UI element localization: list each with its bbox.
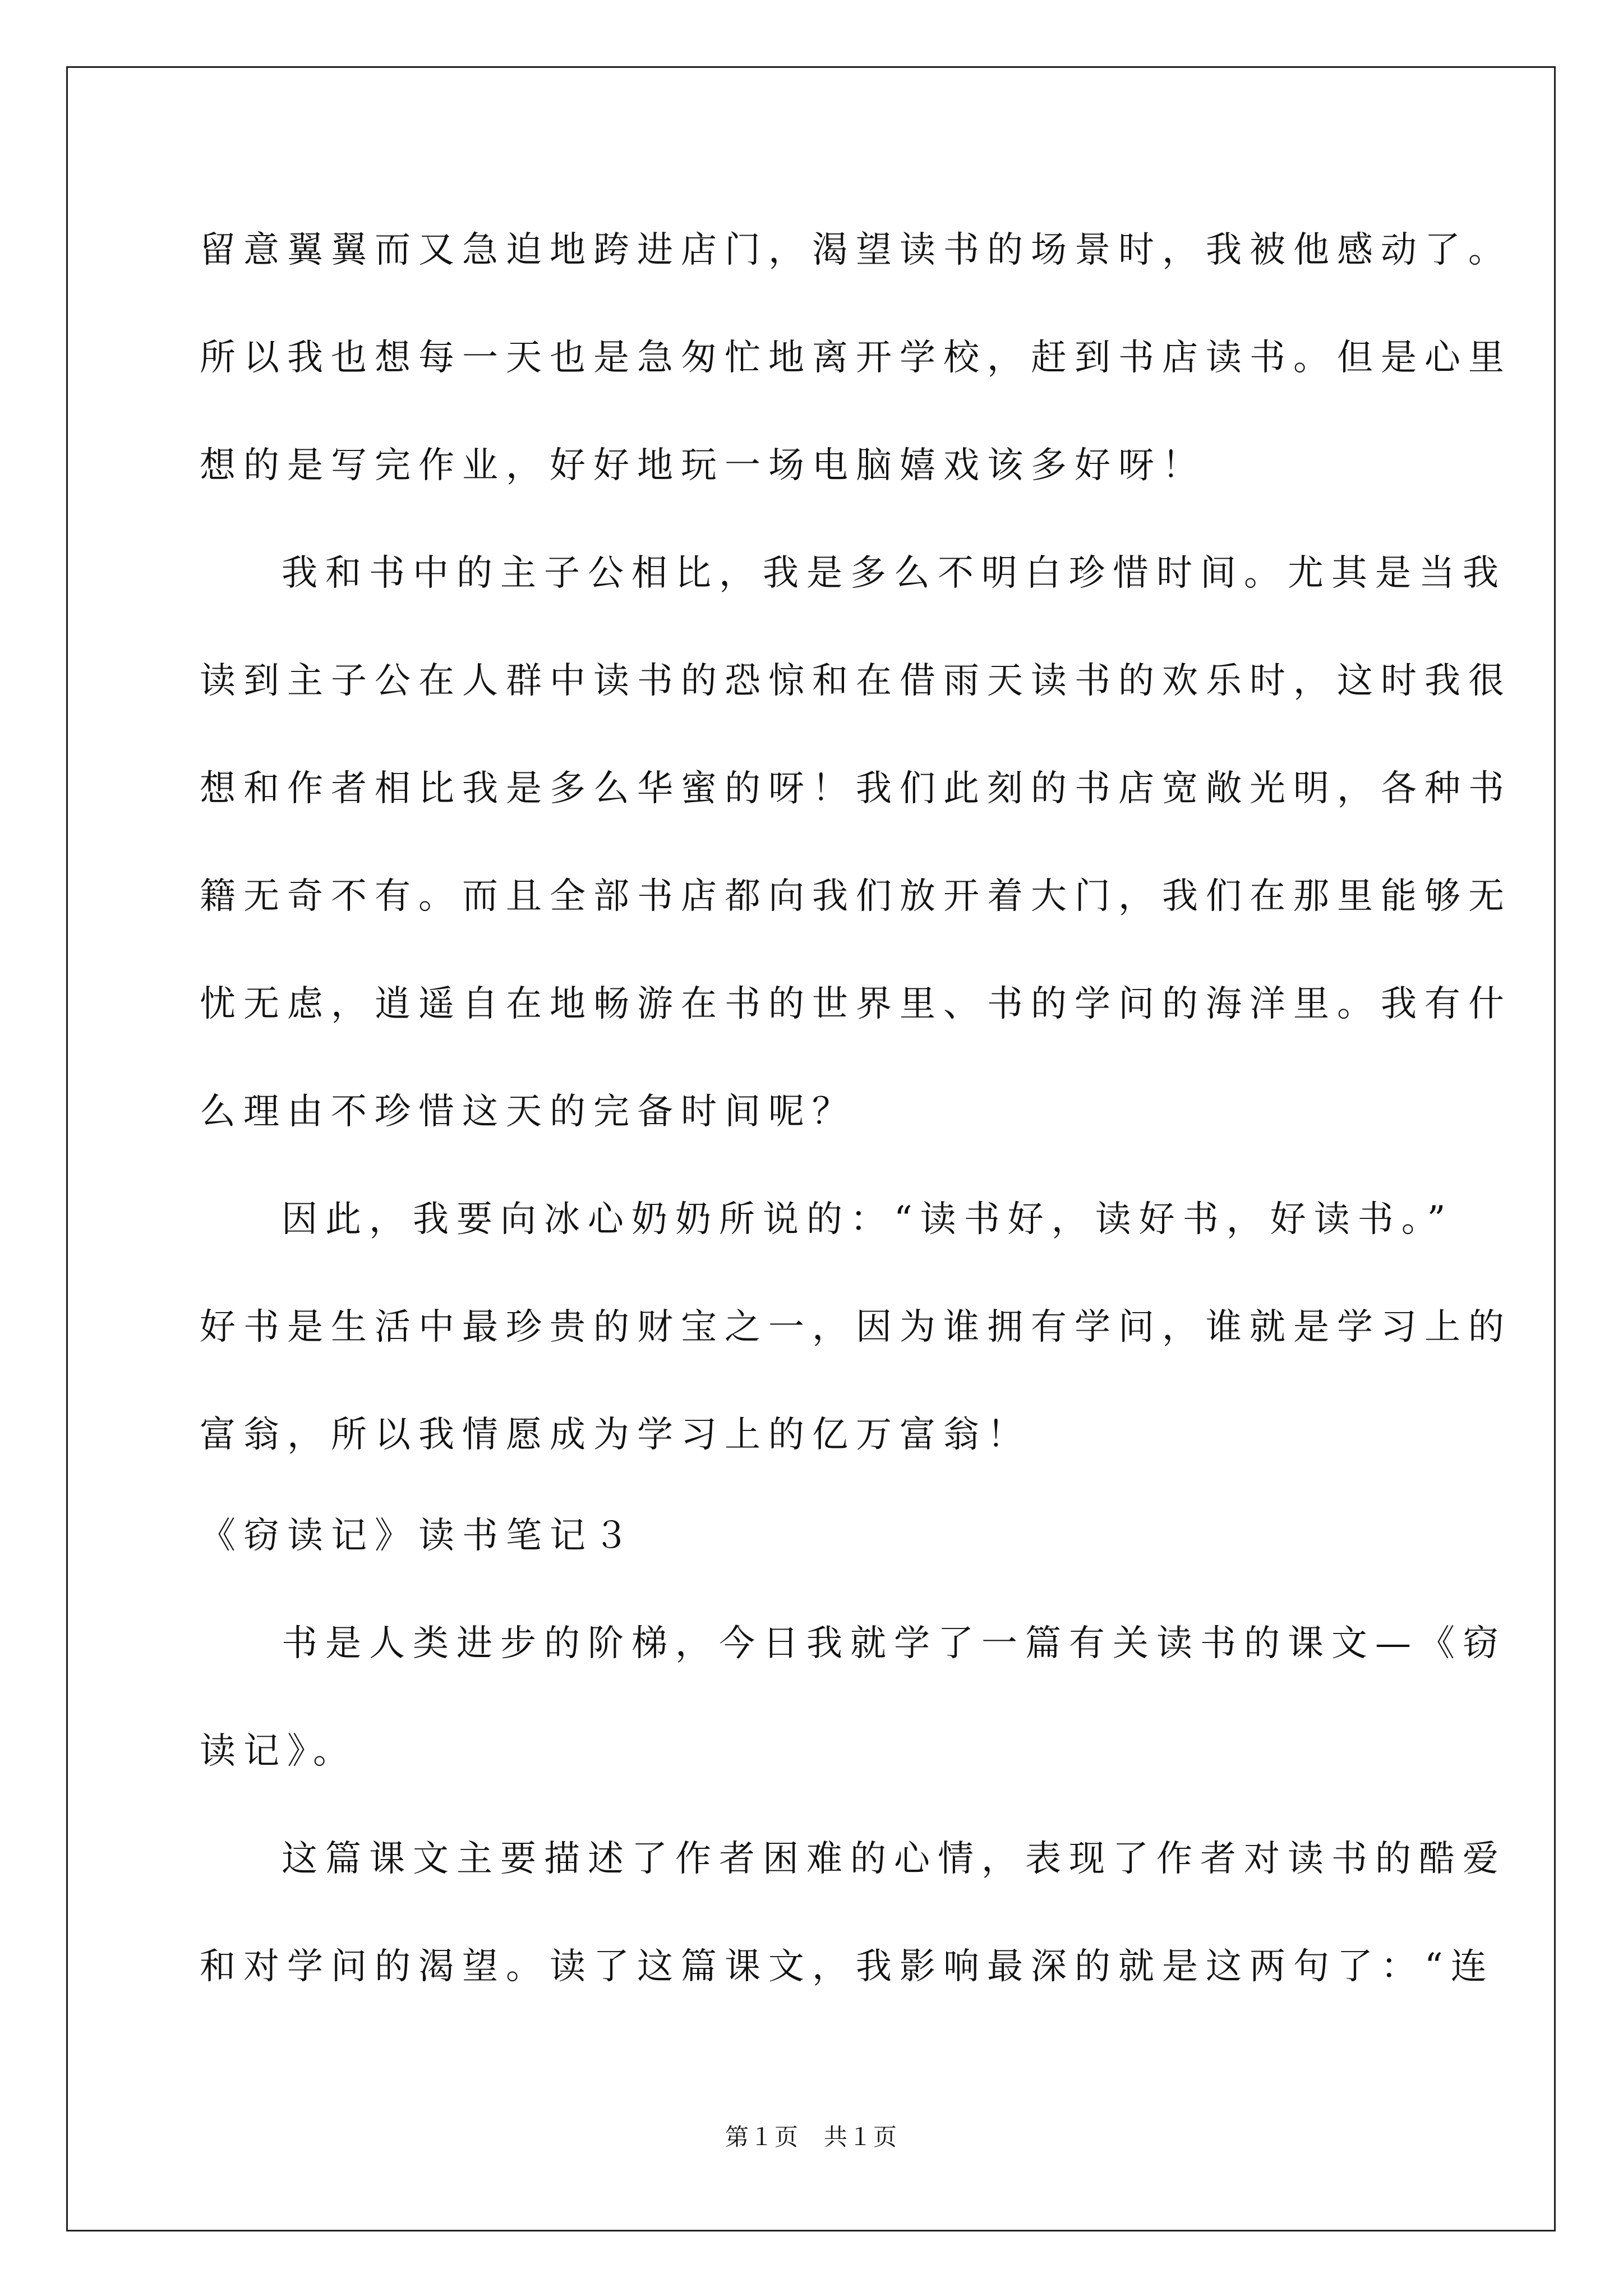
text-line: 留意翼翼而又急迫地跨进店门，渴望读书的场景时，我被他感动了。 <box>200 229 1512 271</box>
text-line: 和对学问的渴望。读了这篇课文，我影响最深的就是这两句了：“连 <box>200 1946 1495 1987</box>
text-line: 想的是写完作业，好好地玩一场电脑嬉戏该多好呀！ <box>200 445 1206 486</box>
paragraph-start: 因此，我要向冰心奶奶所说的：“读书好，读好书，好读书。” <box>282 1199 1454 1240</box>
text-line: 所以我也想每一天也是急匆忙地离开学校，赶到书店读书。但是心里 <box>200 337 1512 379</box>
page-footer: 第１页 共１页 <box>725 2123 898 2151</box>
section-heading: 《窃读记》读书笔记３ <box>200 1515 637 1557</box>
text-line: 读记》。 <box>200 1731 357 1772</box>
text-line: 么理由不珍惜这天的完备时间呢？ <box>200 1091 856 1133</box>
text-line: 读到主子公在人群中读书的恐惊和在借雨天读书的欢乐时，这时我很 <box>200 660 1512 702</box>
text-line: 忧无虑，逍遥自在地畅游在书的世界里、书的学问的海洋里。我有什 <box>200 983 1512 1025</box>
page-border <box>66 66 1556 2231</box>
paragraph-start: 书是人类进步的阶梯，今日我就学了一篇有关读书的课文—《窃 <box>282 1623 1506 1664</box>
paragraph-start: 我和书中的主子公相比，我是多么不明白珍惜时间。尤其是当我 <box>282 553 1506 594</box>
text-line: 富翁，所以我情愿成为学习上的亿万富翁！ <box>200 1414 1031 1456</box>
text-line: 好书是生活中最珍贵的财宝之一，因为谁拥有学问，谁就是学习上的 <box>200 1306 1512 1348</box>
text-line: 想和作者相比我是多么华蜜的呀！我们此刻的书店宽敞光明，各种书 <box>200 768 1512 809</box>
text-line: 籍无奇不有。而且全部书店都向我们放开着大门，我们在那里能够无 <box>200 876 1512 917</box>
paragraph-start: 这篇课文主要描述了作者困难的心情，表现了作者对读书的酷爱 <box>282 1838 1506 1880</box>
